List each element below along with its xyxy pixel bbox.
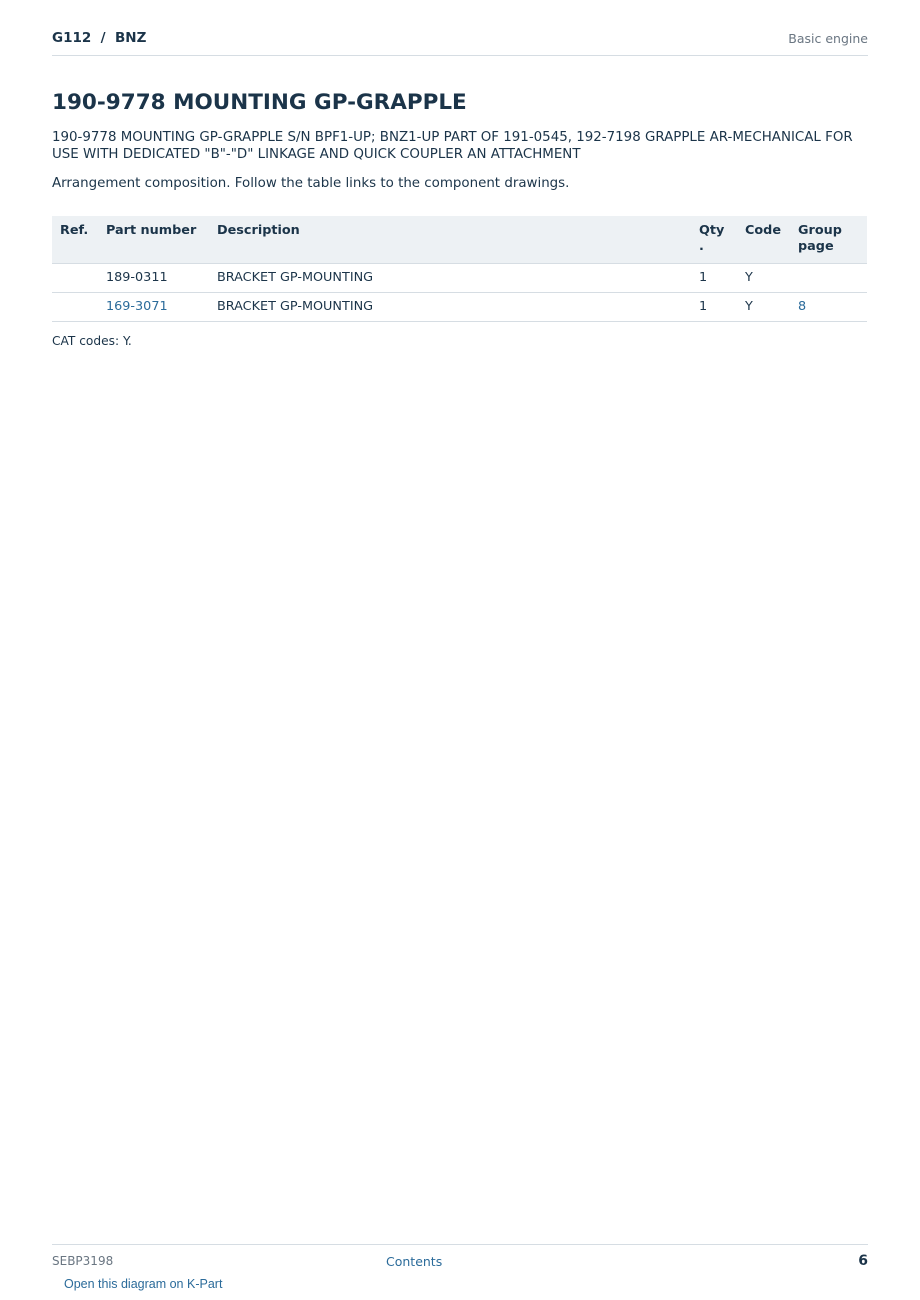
- cell-description: BRACKET GP-MOUNTING: [209, 293, 691, 322]
- page-number: 6: [858, 1253, 868, 1269]
- cell-qty: 1: [691, 293, 737, 322]
- cell-part-number: 189-0311: [98, 264, 209, 293]
- cell-ref: [52, 293, 98, 322]
- cell-ref: [52, 264, 98, 293]
- col-header-ref: Ref.: [52, 216, 98, 264]
- col-header-group-line2: page: [798, 239, 834, 254]
- table-row: [52, 293, 867, 322]
- model-breadcrumb: G112 / BNZ: [52, 30, 147, 46]
- open-kpart-link[interactable]: Open this diagram on K-Part: [64, 1277, 223, 1291]
- page-title: 190-9778 MOUNTING GP-GRAPPLE: [52, 90, 467, 115]
- col-header-qty-line2: .: [699, 239, 704, 254]
- col-header-qty-line1: Qty: [699, 223, 725, 238]
- page-footer: [52, 1244, 868, 1275]
- document-id: SEBP3198: [52, 1254, 114, 1268]
- cell-code: Y: [737, 293, 790, 322]
- cell-qty: 1: [691, 264, 737, 293]
- col-header-qty: [691, 216, 737, 264]
- col-header-description: Description: [209, 216, 691, 264]
- col-header-group-page: [790, 216, 867, 264]
- table-row: [52, 264, 867, 293]
- parts-table: [52, 216, 867, 322]
- table-header-row: [52, 216, 867, 264]
- section-name: Basic engine: [788, 31, 868, 46]
- part-number-link[interactable]: 169-3071: [106, 299, 168, 314]
- cell-description: BRACKET GP-MOUNTING: [209, 264, 691, 293]
- intro-text: Arrangement composition. Follow the table links to the component drawings.: [52, 176, 570, 191]
- cat-codes-note: CAT codes: Y.: [52, 334, 132, 348]
- cell-code: Y: [737, 264, 790, 293]
- cell-group-page: [790, 264, 867, 293]
- page-header: [52, 28, 868, 56]
- col-header-part-number: Part number: [98, 216, 209, 264]
- group-page-link[interactable]: 8: [798, 299, 807, 314]
- cell-part-number: [98, 293, 209, 322]
- contents-link[interactable]: Contents: [386, 1254, 443, 1269]
- col-header-group-line1: Group: [798, 223, 842, 238]
- arrangement-description: 190-9778 MOUNTING GP-GRAPPLE S/N BPF1-UP; BNZ1-UP PART OF 191-0545, 192-7198 GRAPPLE AR-MECHANICAL FOR USE WITH DEDICATED "B"-"D" LINKAGE AND QUICK COUPLER AN ATTACHMENT: [52, 130, 853, 162]
- cell-group-page: [790, 293, 867, 322]
- col-header-code: Code: [737, 216, 790, 264]
